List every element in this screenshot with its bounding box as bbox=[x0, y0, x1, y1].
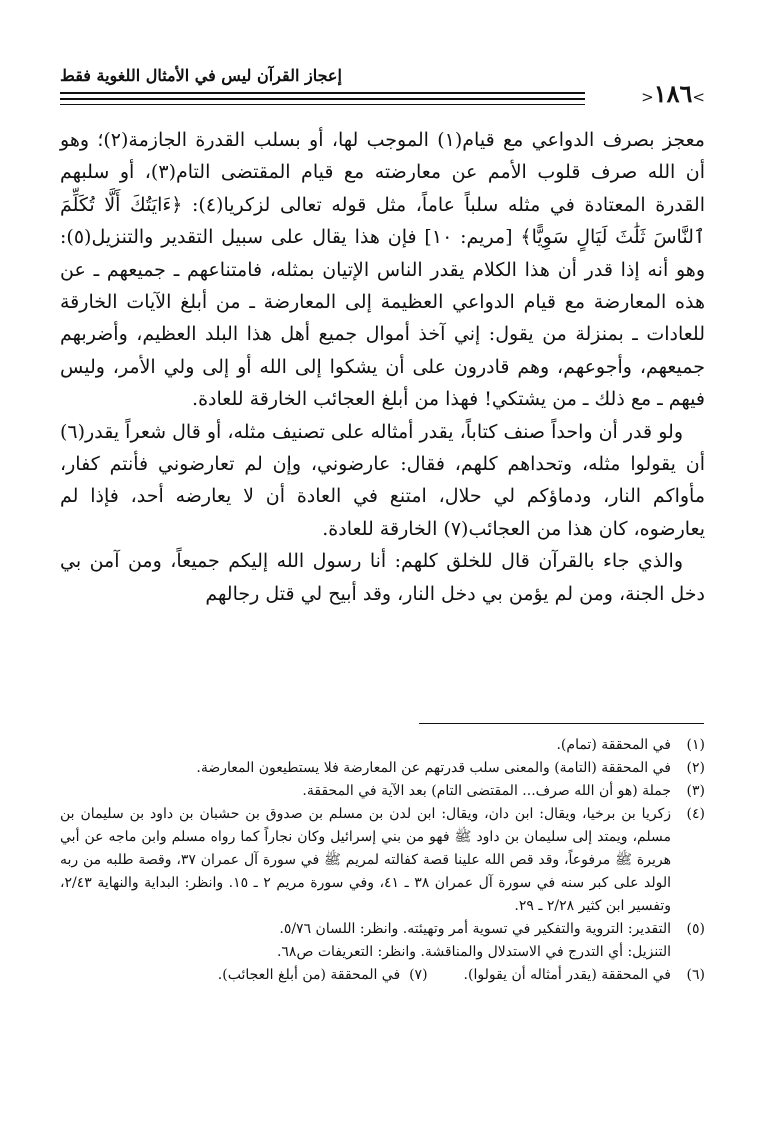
ornament-left: < bbox=[641, 88, 654, 106]
footnote-number: (١) bbox=[686, 737, 705, 753]
footnote-5 bbox=[60, 918, 705, 941]
page-header bbox=[60, 66, 705, 110]
footnote-number: (٣) bbox=[686, 783, 705, 799]
footnote-3 bbox=[60, 780, 705, 803]
footnote-4 bbox=[60, 803, 705, 918]
header-rule bbox=[60, 104, 585, 105]
footnote-7-text: في المحققة (من أبلغ العجائب). bbox=[217, 967, 401, 983]
page-number-value: ١٨٦ bbox=[653, 79, 693, 108]
footnotes bbox=[60, 734, 705, 987]
footnote-1 bbox=[60, 734, 705, 757]
footnote-5-continued bbox=[60, 941, 705, 964]
running-title: إعجاز القرآن ليس في الأمثال اللغوية فقط bbox=[60, 66, 342, 85]
paragraph-1: معجز بصرف الدواعي مع قيام(١) الموجب لها، أو بسلب القدرة الجازمة(٢)؛ وهو أن الله صرف قلوب الأمم عن معارضته مع قيام المقتضى التام(٣)، أو سلبهم القدرة المعتادة في مثله سلباً عاماً، مثل قوله تعالى لزكريا(٤): ﴿ءَايَتُكَ أَلَّا تُكَلِّمَ ٱلنَّاسَ ثَلَٰثَ لَيَالٍ سَوِيًّا﴾ [مريم: ١٠] فإن هذا يقال على سبيل التقدير والتنزيل(٥): وهو أنه إذا قدر أن هذا الكلام يقدر الناس الإتيان بمثله، فامتناعهم ـ جميعهم ـ عن هذه المعارضة مع قيام الدواعي العظيمة إلى المعارضة ـ من أبلغ الآيات الخارقة للعادات ـ بمنزلة من يقول: إني آخذ أموال جميع أهل هذا البلد العظيم، وأضربهم جميعهم، وأجوعهم، وهم قادرون على أن يشكوا إلى الله أو إلى ولي الأمر، وليس فيهم ـ مع ذلك ـ من يشتكي! فهذا من أبلغ العجائب الخارقة للعادة. bbox=[60, 129, 705, 411]
footnote-text: التقدير: التروية والتفكير في تسوية أمر وتهيئته. وانظر: اللسان ٥/٧٦. bbox=[279, 921, 671, 937]
page-number bbox=[641, 80, 705, 111]
paragraph-3: والذي جاء بالقرآن قال للخلق كلهم: أنا رسول الله إليكم جميعاً، ومن آمن بي دخل الجنة، ومن لم يؤمن بي دخل النار، وقد أبيح لي قتل رجالهم bbox=[60, 550, 705, 605]
footnote-text bbox=[60, 964, 671, 987]
footnote-text: التنزيل: أي التدرج في الاستدلال والمناقشة. وانظر: التعريفات ص٦٨. bbox=[276, 944, 671, 960]
header-rule bbox=[60, 98, 585, 100]
footnote-7-number: (٧) bbox=[409, 967, 428, 983]
ornament-right: > bbox=[692, 88, 705, 106]
footnote-number: (٤) bbox=[686, 806, 705, 822]
footnote-number: (٢) bbox=[686, 760, 705, 776]
footnote-6-7 bbox=[60, 964, 705, 987]
footnote-text: في المحققة (التامة) والمعنى سلب قدرتهم عن المعارضة فلا يستطيعون المعارضة. bbox=[196, 760, 671, 776]
footnote-2 bbox=[60, 757, 705, 780]
footnote-text: زكريا بن برخيا، ويقال: ابن دان، ويقال: ابن لدن بن مسلم بن صدوق بن حشبان بن داود بن سليمان بن مسلم، ويمتد إلى سليمان بن داود ﷺ فهو من بني إسرائيل وكان نجاراً كما رواه مسلم وابن ماجه عن أبي هريرة ﷺ مرفوعاً، وقد قص الله علينا قصة كفالته لمريم ﷺ في سورة آل عمران ٣٧، وقصة طلبه من ربه الولد على كبر سنه في سورة آل عمران ٣٨ ـ ٤١، وفي سورة مريم ٢ ـ ١٥. وانظر: البداية والنهاية ٢/٤٣، وتفسير ابن كثير ٢/٢٨ ـ ٢٩. bbox=[60, 806, 671, 914]
header-rule bbox=[60, 92, 585, 94]
footnote-separator bbox=[419, 723, 704, 724]
footnote-text: جملة (هو أن الله صرف... المقتضى التام) بعد الآية في المحققة. bbox=[302, 783, 671, 799]
main-text bbox=[60, 124, 705, 610]
footnote-text: في المحققة (تمام). bbox=[556, 737, 671, 753]
paragraph-2: ولو قدر أن واحداً صنف كتاباً، يقدر أمثاله على تصنيف مثله، أو قال شعراً يقدر(٦) أن يقولوا مثله، وتحداهم كلهم، فقال: عارضوني، وإن لم تعارضوني فأنتم كفار، مأواكم النار، ودماؤكم لي حلال، امتنع في العادة أن لا يعارضه أحد، فإذا لم يعارضوه، كان هذا من العجائب(٧) الخارقة للعادة. bbox=[60, 420, 705, 540]
footnote-number: (٥) bbox=[686, 921, 705, 937]
footnote-number: (٦) bbox=[686, 967, 705, 983]
footnote-6-text: في المحققة (يقدر أمثاله أن يقولوا). bbox=[463, 967, 671, 983]
